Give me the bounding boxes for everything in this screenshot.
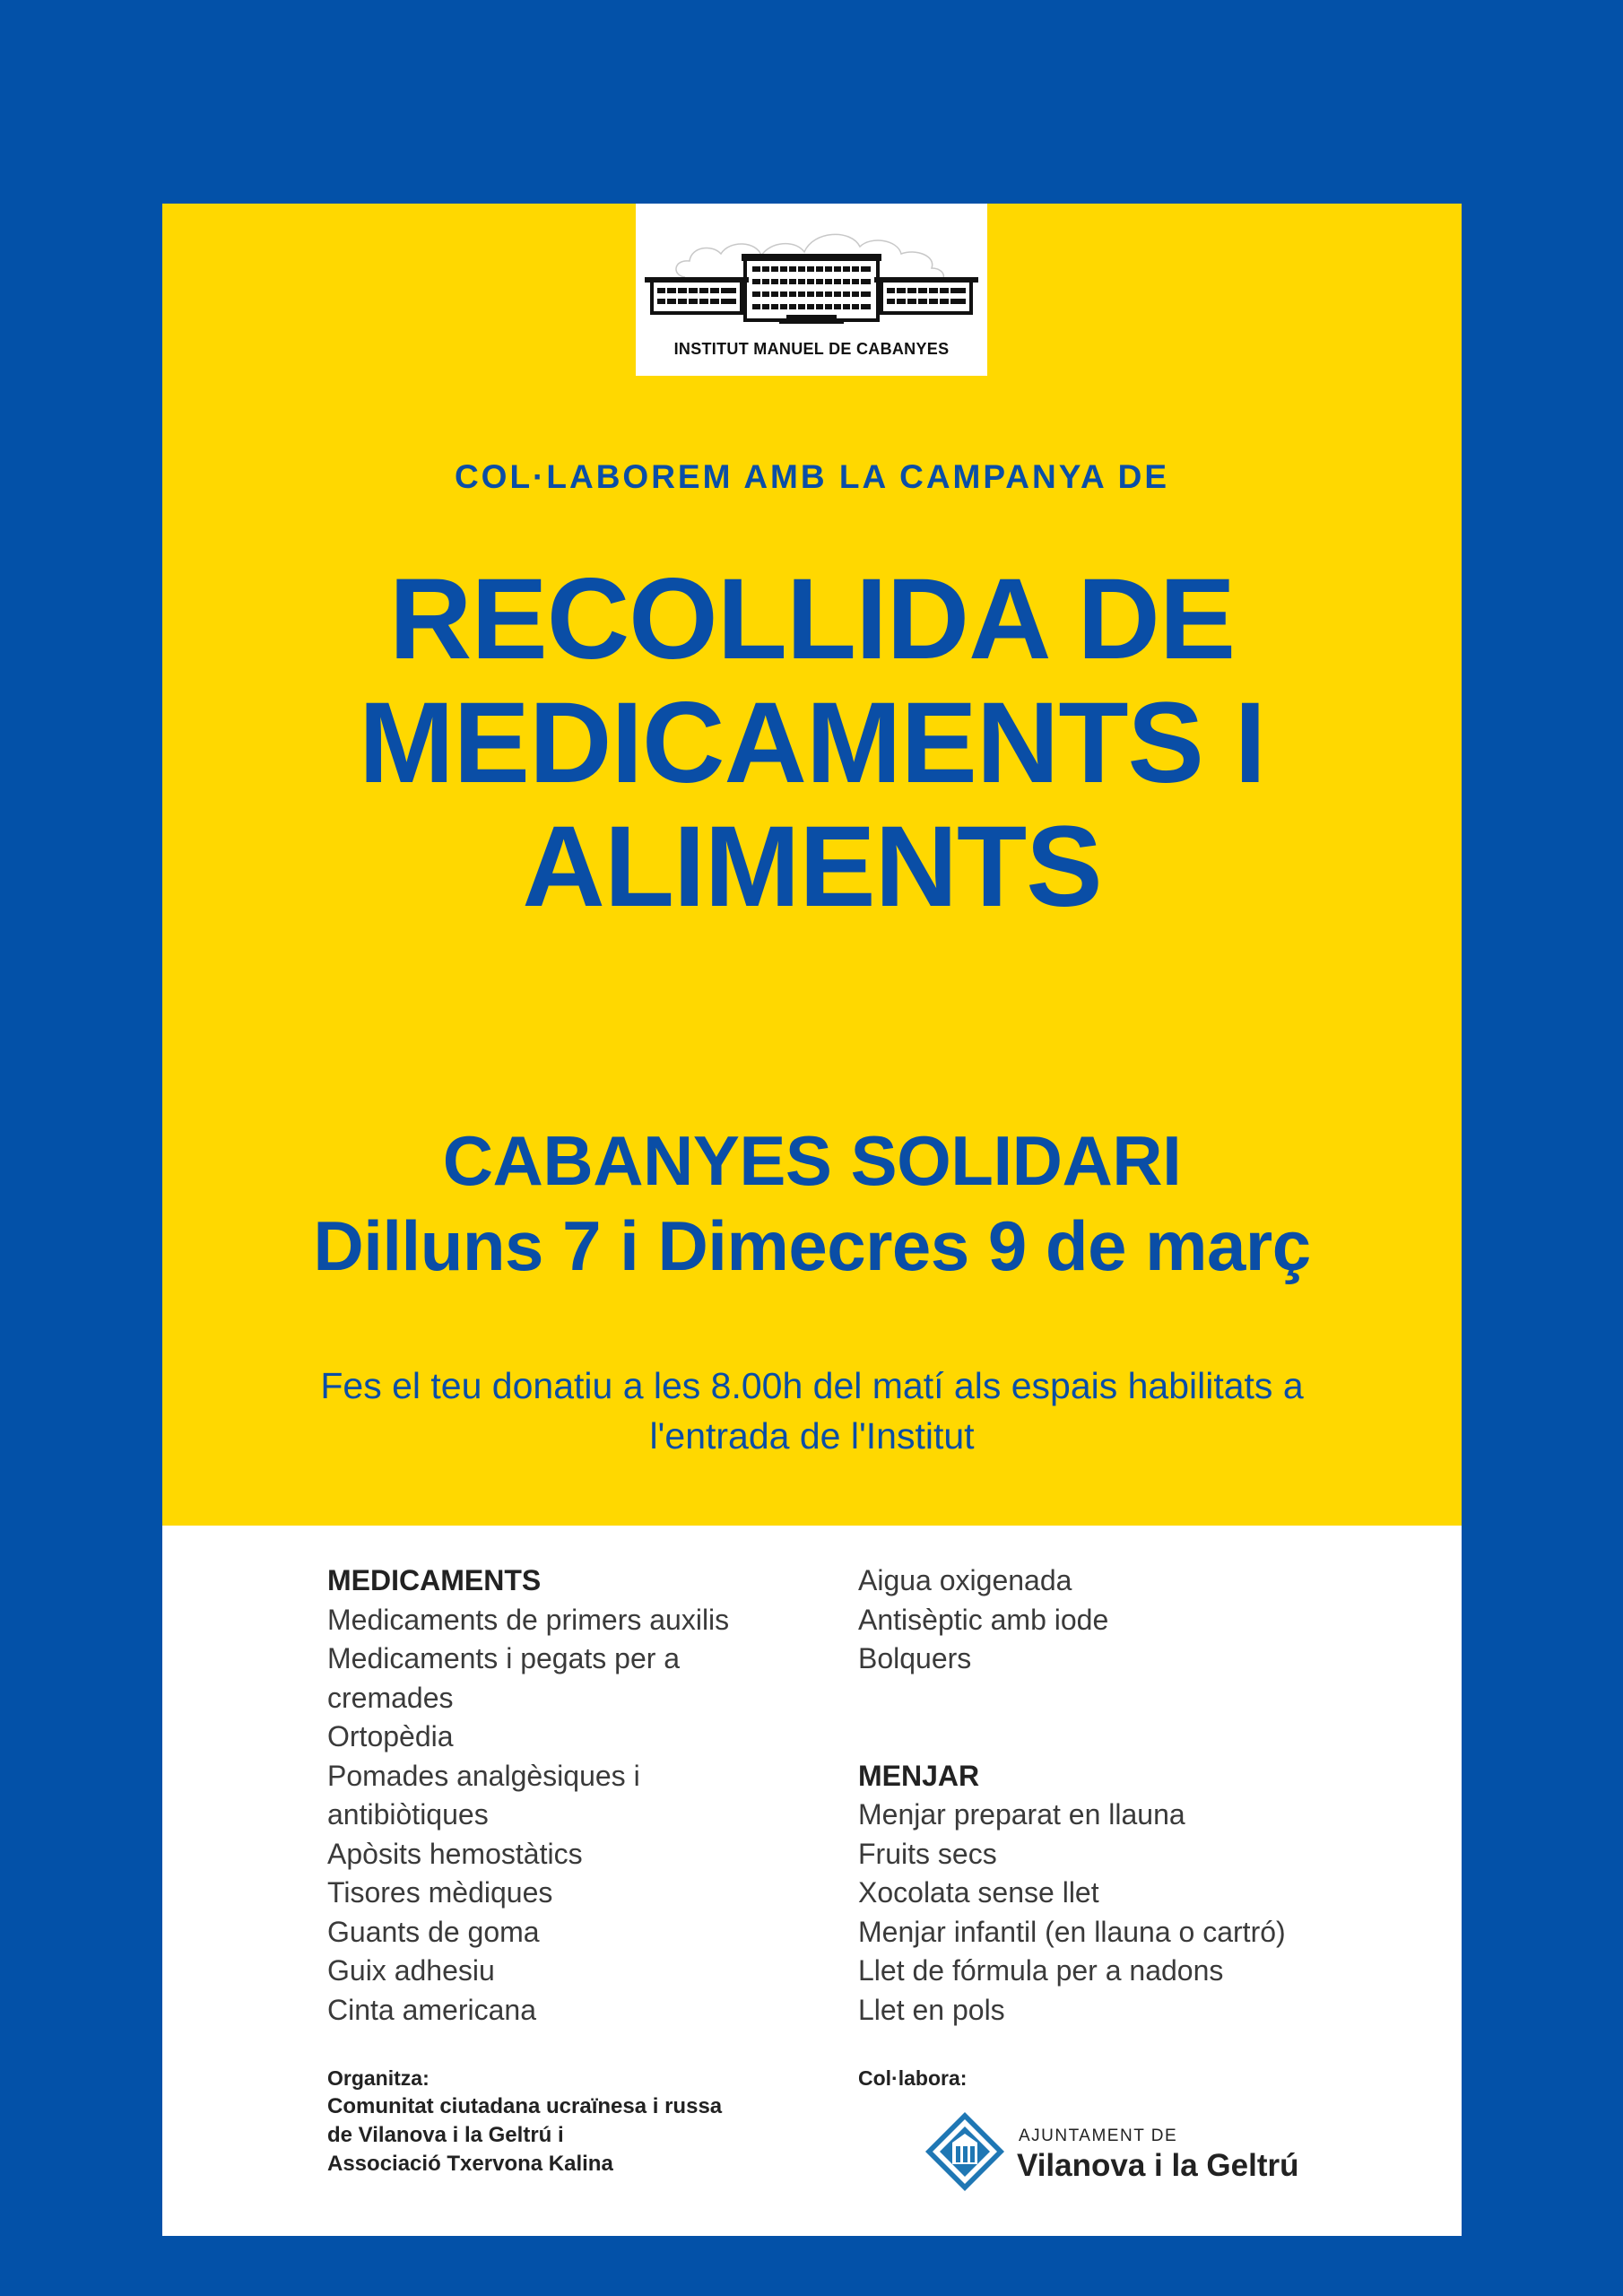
spacer — [858, 1679, 1360, 1757]
list-item: Apòsits hemostàtics — [327, 1837, 583, 1870]
list-item: Antisèptic amb iode — [858, 1603, 1109, 1636]
headline-line: MEDICAMENTS I — [359, 679, 1265, 807]
list-item: Menjar infantil (en llauna o cartró) — [858, 1915, 1286, 1948]
info-text — [252, 1361, 1372, 1461]
ajuntament-logo — [920, 2109, 1297, 2198]
list-item: Guants de goma — [327, 1915, 540, 1948]
organitza-line: de Vilanova i la Geltrú i — [327, 2123, 564, 2147]
list-item: Medicaments i pegats per a — [327, 1642, 681, 1674]
list-item: cremades — [327, 1681, 454, 1714]
ajuntament-top-text: AJUNTAMENT DE — [1019, 2126, 1178, 2145]
collabora-label: Col·labora: — [858, 2066, 968, 2090]
list-item: Menjar preparat en llauna — [858, 1798, 1185, 1831]
medicaments-column — [327, 1561, 812, 2030]
collabora-block — [858, 2064, 1306, 2092]
medicaments-heading: MEDICAMENTS — [327, 1564, 542, 1596]
info-line: Fes el teu donatiu a les 8.00h del matí als espais habilitats a — [320, 1365, 1304, 1406]
list-item: Tisores mèdiques — [327, 1876, 553, 1909]
organitza-line: Associació Txervona Kalina — [327, 2152, 613, 2176]
list-item: Ortopèdia — [327, 1720, 454, 1752]
organitza-label: Organitza: — [327, 2066, 430, 2090]
headline-line: RECOLLIDA DE — [388, 555, 1236, 683]
headline — [162, 555, 1462, 931]
list-item: Guix adhesiu — [327, 1954, 495, 1987]
building-icon — [636, 204, 987, 338]
info-line: l'entrada de l'Institut — [649, 1415, 975, 1457]
list-item: Llet en pols — [858, 1993, 1005, 2026]
list-item: Llet de fórmula per a nadons — [858, 1954, 1224, 1987]
list-item: Cinta americana — [327, 1993, 536, 2026]
donation-lists — [162, 1526, 1462, 2236]
list-item: Aigua oxigenada — [858, 1564, 1072, 1596]
organitza-line: Comunitat ciutadana ucraïnesa i russa — [327, 2094, 723, 2118]
list-item: Pomades analgèsiques i — [327, 1759, 640, 1792]
list-item: antibiòtiques — [327, 1798, 489, 1831]
subheading-title: CABANYES SOLIDARI — [442, 1121, 1182, 1200]
subheading — [162, 1118, 1462, 1289]
kicker-text: COL·LABOREM AMB LA CAMPANYA DE — [454, 458, 1170, 495]
menjar-heading: MENJAR — [858, 1759, 980, 1792]
list-item: Medicaments de primers auxilis — [327, 1603, 730, 1636]
list-item: Bolquers — [858, 1642, 972, 1674]
headline-line: ALIMENTS — [522, 803, 1102, 931]
menjar-column — [858, 1561, 1360, 2030]
logo-text: INSTITUT MANUEL DE CABANYES — [673, 340, 950, 358]
poster — [162, 204, 1462, 2236]
list-item: Fruits secs — [858, 1837, 997, 1870]
list-item: Xocolata sense llet — [858, 1876, 1099, 1909]
ajuntament-emblem-icon — [920, 2109, 1010, 2198]
institute-logo — [636, 204, 987, 376]
organitza-block — [327, 2064, 794, 2179]
subheading-dates: Dilluns 7 i Dimecres 9 de març — [313, 1206, 1311, 1285]
ajuntament-name: Vilanova i la Geltrú — [1017, 2148, 1299, 2183]
